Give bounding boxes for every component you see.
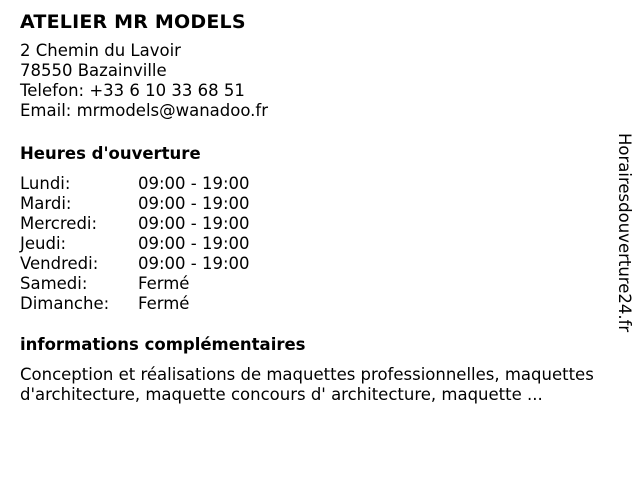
hours-table — [20, 174, 625, 314]
hours-row-wednesday — [20, 214, 625, 234]
hours-row-thursday — [20, 234, 625, 254]
info-description: Conception et réalisations de maquettes professionnelles, maquettes d'architecture, maquette concours d' architecture, maquette ... — [20, 365, 594, 404]
address-street: 2 Chemin du Lavoir — [20, 41, 181, 60]
watermark — [612, 133, 636, 345]
hours-row-tuesday — [20, 194, 625, 214]
hours-heading: Heures d'ouverture — [20, 144, 201, 163]
address-city: 78550 Bazainville — [20, 61, 167, 80]
time-value: 09:00 - 19:00 — [138, 174, 250, 193]
day-label: Mardi: — [20, 194, 72, 213]
hours-row-sunday — [20, 294, 625, 314]
time-value: 09:00 - 19:00 — [138, 234, 250, 253]
day-label: Lundi: — [20, 174, 71, 193]
watermark-text: Horairesdouverture24.fr — [615, 133, 634, 333]
time-value: Fermé — [138, 294, 190, 313]
day-label: Dimanche: — [20, 294, 110, 313]
info-heading: informations complémentaires — [20, 335, 306, 354]
day-label: Jeudi: — [20, 234, 67, 253]
time-value: 09:00 - 19:00 — [138, 214, 250, 233]
hours-row-monday — [20, 174, 625, 194]
day-label: Vendredi: — [20, 254, 99, 273]
day-label: Samedi: — [20, 274, 88, 293]
business-name: ATELIER MR MODELS — [20, 11, 246, 33]
time-value: Fermé — [138, 274, 190, 293]
hours-row-saturday — [20, 274, 625, 294]
phone-number: Telefon: +33 6 10 33 68 51 — [20, 81, 245, 100]
hours-row-friday — [20, 254, 625, 274]
time-value: 09:00 - 19:00 — [138, 194, 250, 213]
day-label: Mercredi: — [20, 214, 98, 233]
email-address: Email: mrmodels@wanadoo.fr — [20, 101, 269, 120]
business-card — [20, 10, 625, 405]
time-value: 09:00 - 19:00 — [138, 254, 250, 273]
